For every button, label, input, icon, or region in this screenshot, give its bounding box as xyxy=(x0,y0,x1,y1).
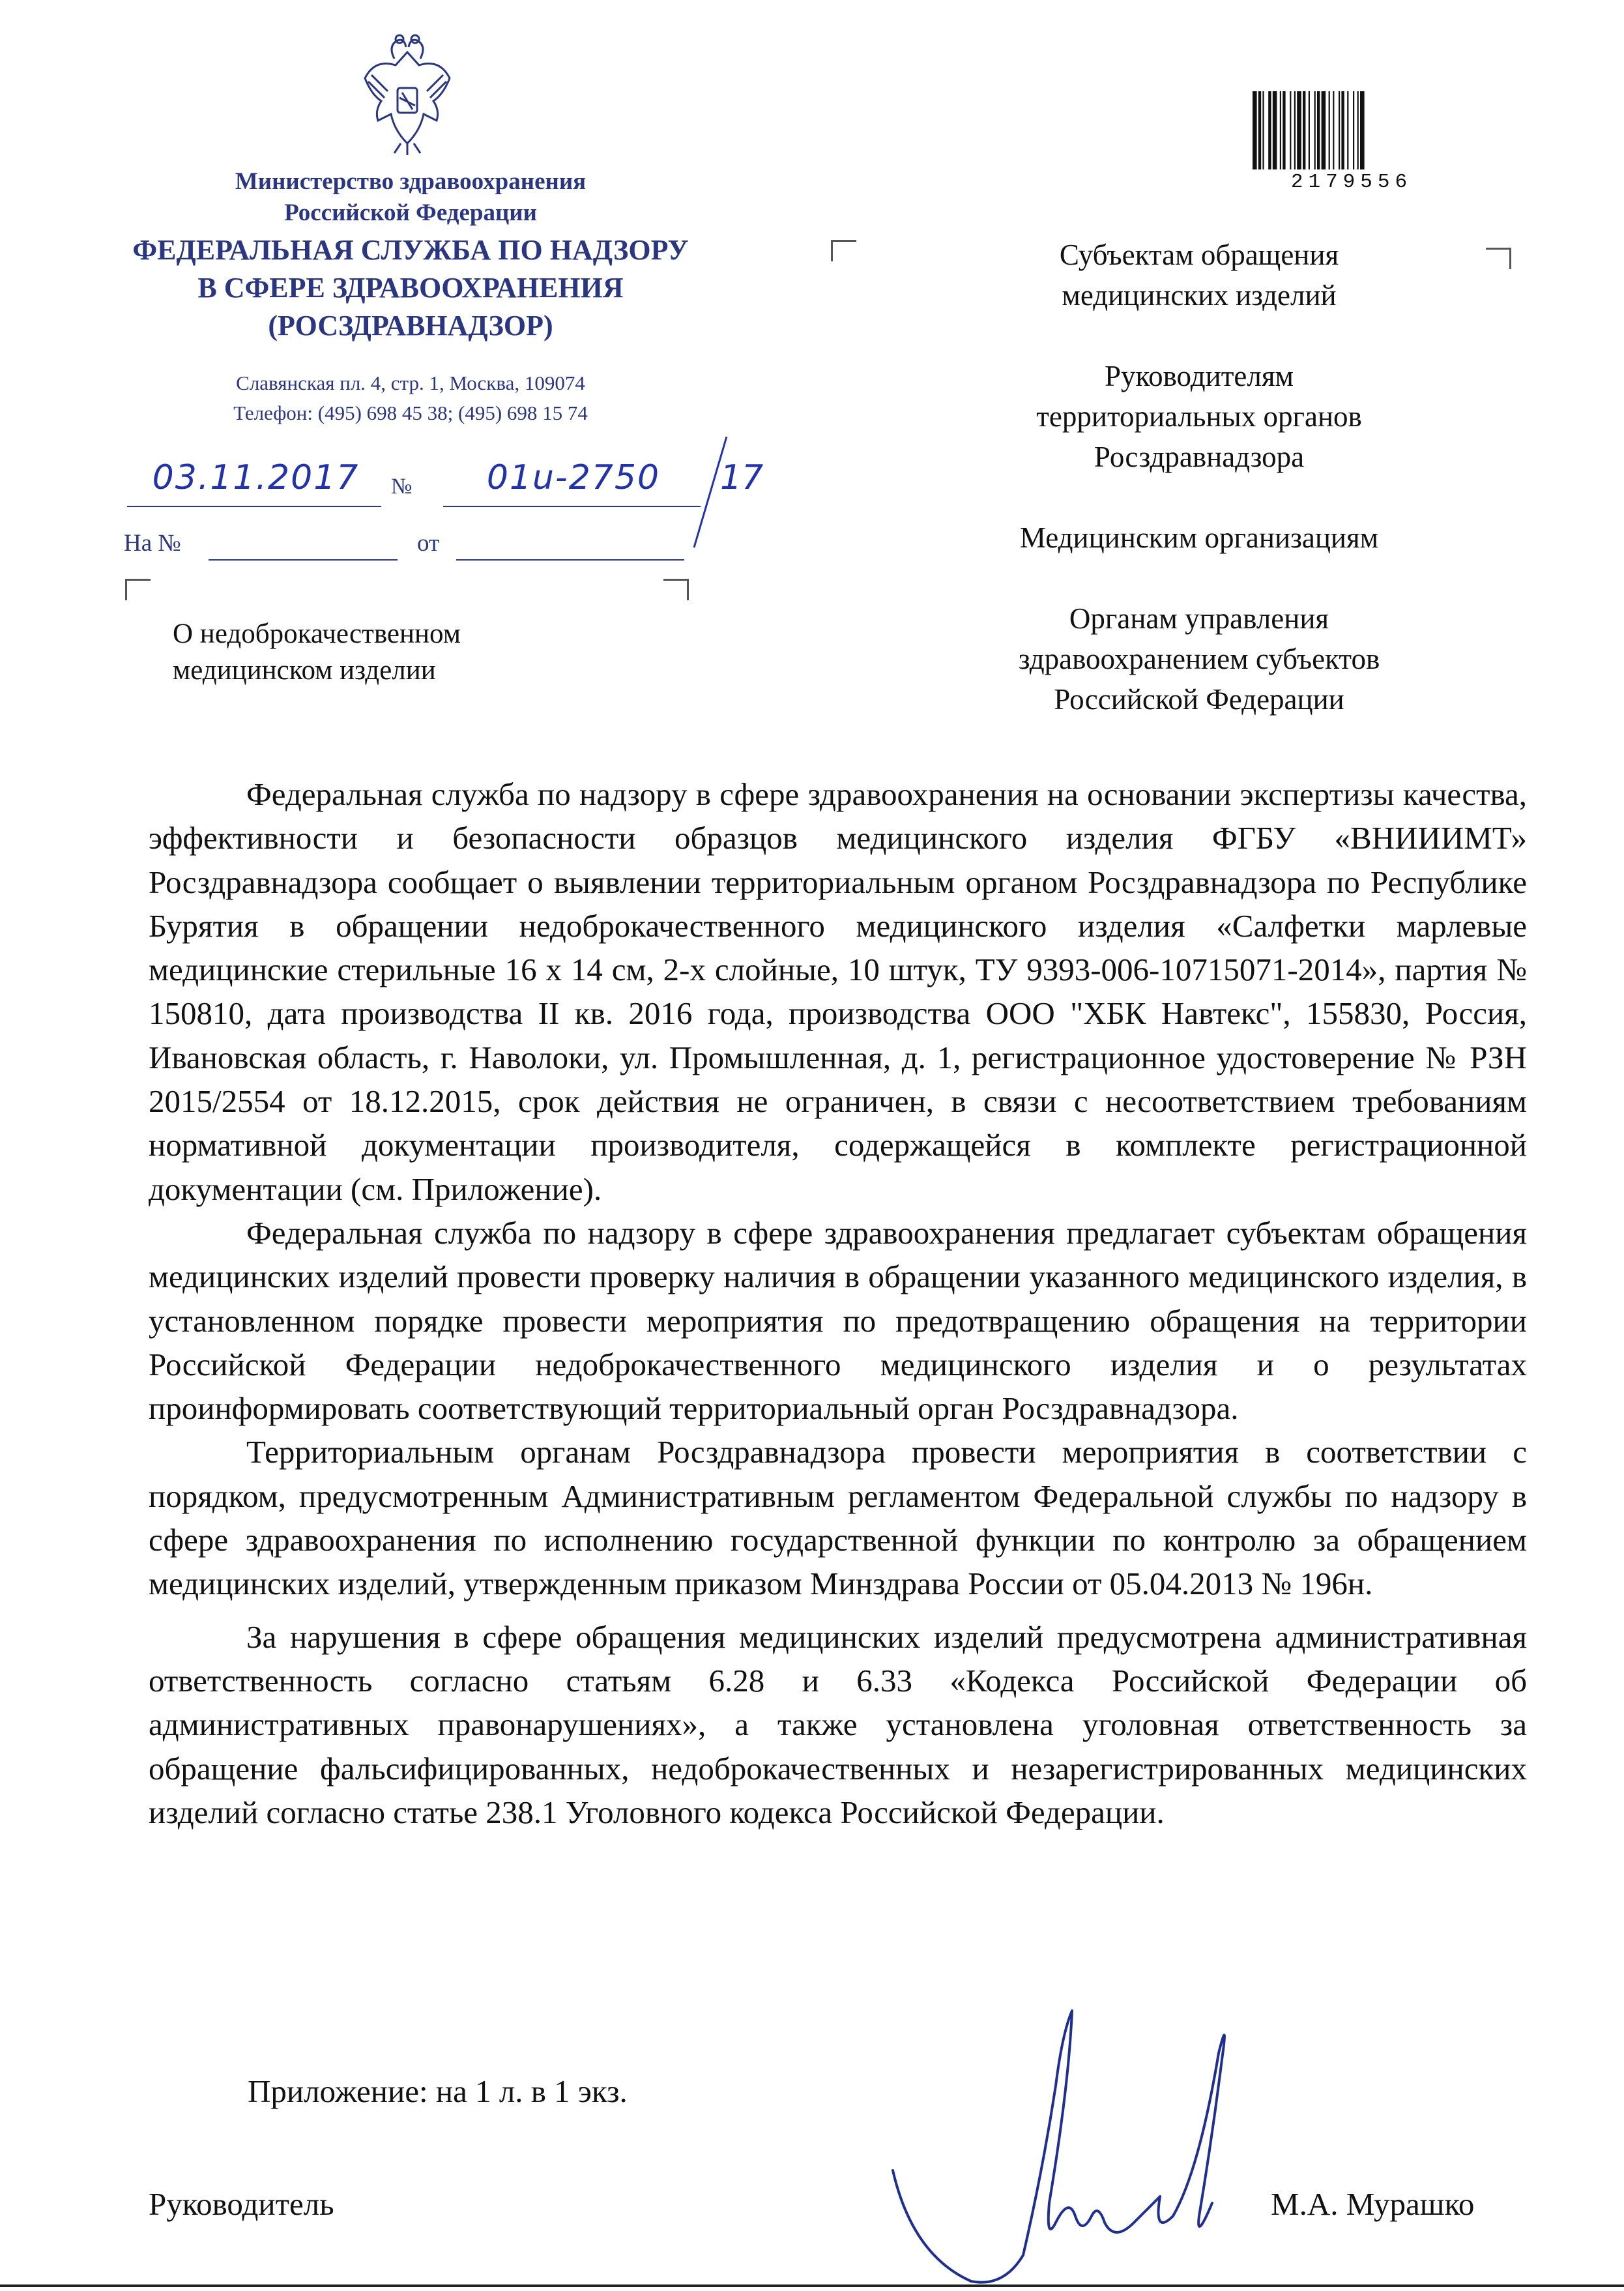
addressee-line: Органам управления xyxy=(1069,602,1329,635)
addressee-line: Медицинским организациям xyxy=(1019,521,1379,554)
page-bottom-border xyxy=(0,2284,1624,2287)
corner-mark xyxy=(831,240,856,261)
barcode-bar xyxy=(1347,91,1348,169)
corner-mark xyxy=(125,579,151,600)
barcode-bar xyxy=(1258,91,1261,169)
addressee-line: территориальных органов xyxy=(1036,400,1362,433)
addressee xyxy=(912,356,1486,477)
corner-mark xyxy=(663,579,689,600)
from-label: от xyxy=(417,530,440,557)
barcode-bar xyxy=(1297,91,1301,169)
barcode-bar xyxy=(1273,91,1277,169)
body-paragraph: За нарушения в сфере обращения медицинских изделий предусмотрена административная ответственность согласно статьям 6.28 и 6.33 «Кодекса Российской Федерации об административных правонарушениях», а также установлена уголовная ответственность за обращение фальсифицированных, недоброкачественных и незарегистрированных медицинских изделий согласно статье 238.1 Уголовного кодекса Российской Федерации. xyxy=(149,1618,1527,1830)
barcode-bar xyxy=(1290,91,1291,169)
addressee-line: Руководителям xyxy=(1105,360,1294,392)
registration-number: 01u-2750 xyxy=(486,458,661,497)
barcode-bar xyxy=(1360,91,1365,169)
address-line: Славянская пл. 4, стр. 1, Москва, 109074 xyxy=(236,372,585,394)
subject-line: медицинском изделии xyxy=(173,655,436,686)
attachment-note: Приложение: на 1 л. в 1 экз. xyxy=(248,2073,628,2109)
agency-line: (РОСЗДРАВНАДЗОР) xyxy=(268,310,553,342)
ministry-line: Российской Федерации xyxy=(284,199,537,226)
divider xyxy=(443,506,701,507)
ministry-line: Министерство здравоохранения xyxy=(235,168,587,195)
addressee-line: здравоохранением субъектов xyxy=(1018,643,1380,675)
barcode-bar xyxy=(1329,91,1330,169)
barcode-bar xyxy=(1303,91,1305,169)
barcode-bar xyxy=(1357,91,1359,169)
agency-line: ФЕДЕРАЛЬНАЯ СЛУЖБА ПО НАДЗОРУ xyxy=(132,234,689,266)
barcode-bar xyxy=(1333,91,1334,169)
addressee xyxy=(912,598,1486,720)
phone-line: Телефон: (495) 698 45 38; (495) 698 15 74 xyxy=(233,401,588,424)
signatory-position: Руководитель xyxy=(149,2186,334,2222)
barcode-bar xyxy=(1280,91,1281,169)
barcode-bar xyxy=(1268,91,1271,169)
subject-line: О недоброкачественном xyxy=(173,619,461,649)
barcode xyxy=(1250,91,1453,176)
handwritten-signature xyxy=(873,2007,1264,2291)
body-paragraph: Федеральная служба по надзору в сфере здравоохранения на основании экспертизы качества, эффективности и безопасности образцов медицинского изделия ФГБУ «ВНИИИМТ» Росздравнадзора сообщает о выявлении территориальным органом Росздравнадзора по Республике Бурятия в обращении недоброкачественного медицинского изделия «Салфетки марлевые медицинские стерильные 16 х 14 см, 2-х слойные, 10 штук, ТУ 9393-006-10715071-2014», партия № 150810, дата производства II кв. 2016 года, производства ООО "ХБК Навтекс", 155830, Россия, Ивановская область, г. Наволоки, ул. Промышленная, д. 1, регистрационное удостоверение № РЗН 2015/2554 от 18.12.2015, срок действия не ограничен, в связи с несоответствием требованиям нормативной документации производителя, содержащейся в комплекте регистрационной документации (см. Приложение). xyxy=(149,776,1527,1207)
ministry-name xyxy=(163,166,658,229)
divider xyxy=(127,506,381,507)
agency-name xyxy=(98,231,723,345)
body-paragraph: Территориальным органам Росздравнадзора провести мероприятия в соответствии с порядком, предусмотренным Административным регламентом Федеральной службы по надзору в сфере здравоохранения по исполнению государственной функции по контролю за обращением медицинских изделий, утвержденным приказом Минздрава России от 05.04.2013 № 196н. xyxy=(149,1434,1527,1602)
barcode-bar xyxy=(1339,91,1340,169)
agency-address xyxy=(130,368,691,428)
blank-line xyxy=(456,559,684,561)
reply-to-label: На № xyxy=(124,530,181,557)
barcode-number: 2179556 xyxy=(1290,171,1413,194)
barcode-bar xyxy=(1341,91,1344,169)
body-paragraph: Федеральная служба по надзору в сфере здравоохранения предлагает субъектам обращения медицинских изделий провести проверку наличия в обращении указанного медицинского изделия, в установленном порядке провести мероприятия по предотвращению обращения на территории Российской Федерации недоброкачественного медицинского изделия и о результатах проинформировать соответствующий территориальный орган Росздравнадзора. xyxy=(149,1214,1527,1427)
barcode-bar xyxy=(1309,91,1310,169)
letter-subject xyxy=(173,616,590,689)
addressee-line: медицинских изделий xyxy=(1062,279,1337,312)
barcode-bar xyxy=(1314,91,1316,169)
addressee xyxy=(912,518,1486,558)
barcode-bar xyxy=(1294,91,1296,169)
barcode-bar xyxy=(1317,91,1320,169)
barcode-bar xyxy=(1253,91,1257,169)
barcode-bar xyxy=(1283,91,1285,169)
agency-line: В СФЕРЕ ЗДРАВООХРАНЕНИЯ xyxy=(197,272,624,304)
barcode-bar xyxy=(1353,91,1354,169)
addressee-line: Российской Федерации xyxy=(1054,683,1344,716)
barcode-bar xyxy=(1322,91,1326,169)
addressee-line: Субъектам обращения xyxy=(1059,239,1339,271)
signatory-name: М.А. Мурашко xyxy=(1271,2186,1475,2222)
registration-date: 03.11.2017 xyxy=(152,458,360,497)
letter-body xyxy=(149,772,1527,1834)
number-sign: № xyxy=(391,474,413,499)
blank-line xyxy=(209,559,398,561)
addressee-line: Росздравнадзора xyxy=(1094,441,1305,473)
addressee xyxy=(912,235,1486,315)
addressees-block xyxy=(912,235,1486,760)
corner-mark xyxy=(1486,248,1511,269)
barcode-bar xyxy=(1262,91,1264,169)
registration-year: 17 xyxy=(720,458,764,497)
coat-of-arms-icon xyxy=(355,33,459,156)
